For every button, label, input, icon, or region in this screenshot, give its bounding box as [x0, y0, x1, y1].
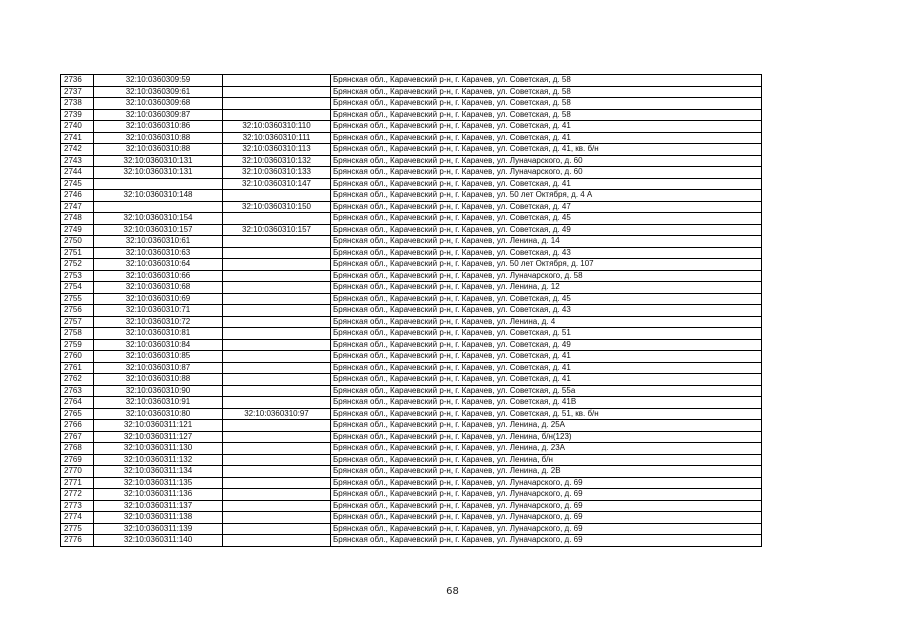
- table-row: [61, 86, 762, 98]
- cadastral-number-cell: 32:10:0360309:59: [94, 75, 223, 87]
- cadastral-number-cell: 32:10:0360310:88: [94, 374, 223, 386]
- row-number-cell: 2763: [61, 385, 94, 397]
- related-cadastral-number-cell: [223, 293, 331, 305]
- table-row: [61, 339, 762, 351]
- row-number-cell: 2776: [61, 535, 94, 547]
- related-cadastral-number-cell: [223, 420, 331, 432]
- address-cell: Брянская обл., Карачевский р-н, г. Карачев, ул. Луначарского, д. 69: [331, 489, 762, 501]
- row-number-cell: 2751: [61, 247, 94, 259]
- related-cadastral-number-cell: [223, 75, 331, 87]
- table-row: [61, 259, 762, 271]
- row-number-cell: 2772: [61, 489, 94, 501]
- row-number-cell: 2774: [61, 512, 94, 524]
- cadastral-number-cell: 32:10:0360311:121: [94, 420, 223, 432]
- row-number-cell: 2762: [61, 374, 94, 386]
- address-cell: Брянская обл., Карачевский р-н, г. Карачев, ул. Советская, д. 58: [331, 98, 762, 110]
- cadastral-number-cell: 32:10:0360310:81: [94, 328, 223, 340]
- address-cell: Брянская обл., Карачевский р-н, г. Карачев, ул. Советская, д. 43: [331, 305, 762, 317]
- table-row: [61, 121, 762, 133]
- cadastral-number-cell: 32:10:0360309:87: [94, 109, 223, 121]
- address-cell: Брянская обл., Карачевский р-н, г. Карачев, ул. Советская, д. 45: [331, 293, 762, 305]
- cadastral-number-cell: 32:10:0360310:61: [94, 236, 223, 248]
- table-row: [61, 397, 762, 409]
- cadastral-number-cell: 32:10:0360311:139: [94, 523, 223, 535]
- address-cell: Брянская обл., Карачевский р-н, г. Карачев, ул. Луначарского, д. 60: [331, 155, 762, 167]
- cadastral-number-cell: 32:10:0360310:71: [94, 305, 223, 317]
- cadastral-number-cell: 32:10:0360311:137: [94, 500, 223, 512]
- address-cell: Брянская обл., Карачевский р-н, г. Карачев, ул. 50 лет Октября, д. 107: [331, 259, 762, 271]
- related-cadastral-number-cell: [223, 362, 331, 374]
- address-cell: Брянская обл., Карачевский р-н, г. Карачев, ул. Советская, д. 49: [331, 339, 762, 351]
- cadastral-number-cell: 32:10:0360310:154: [94, 213, 223, 225]
- row-number-cell: 2768: [61, 443, 94, 455]
- address-cell: Брянская обл., Карачевский р-н, г. Карачев, ул. Ленина, д. 23А: [331, 443, 762, 455]
- row-number-cell: 2769: [61, 454, 94, 466]
- related-cadastral-number-cell: [223, 397, 331, 409]
- cadastral-number-cell: 32:10:0360311:130: [94, 443, 223, 455]
- table-row: [61, 443, 762, 455]
- row-number-cell: 2749: [61, 224, 94, 236]
- related-cadastral-number-cell: [223, 259, 331, 271]
- table-row: [61, 282, 762, 294]
- address-cell: Брянская обл., Карачевский р-н, г. Карачев, ул. Советская, д. 58: [331, 86, 762, 98]
- row-number-cell: 2755: [61, 293, 94, 305]
- related-cadastral-number-cell: [223, 213, 331, 225]
- address-cell: Брянская обл., Карачевский р-н, г. Карачев, ул. Луначарского, д. 60: [331, 167, 762, 179]
- registry-table: [60, 74, 762, 547]
- address-cell: Брянская обл., Карачевский р-н, г. Карачев, ул. Советская, д. 41: [331, 374, 762, 386]
- row-number-cell: 2738: [61, 98, 94, 110]
- table-row: [61, 431, 762, 443]
- row-number-cell: 2767: [61, 431, 94, 443]
- row-number-cell: 2737: [61, 86, 94, 98]
- address-cell: Брянская обл., Карачевский р-н, г. Карачев, ул. Советская, д. 55а: [331, 385, 762, 397]
- address-cell: Брянская обл., Карачевский р-н, г. Карачев, ул. Советская, д. 45: [331, 213, 762, 225]
- table-row: [61, 178, 762, 190]
- address-cell: Брянская обл., Карачевский р-н, г. Карачев, ул. Луначарского, д. 69: [331, 500, 762, 512]
- table-row: [61, 201, 762, 213]
- table-row: [61, 374, 762, 386]
- cadastral-number-cell: 32:10:0360310:148: [94, 190, 223, 202]
- table-row: [61, 305, 762, 317]
- address-cell: Брянская обл., Карачевский р-н, г. Карачев, ул. Советская, д. 43: [331, 247, 762, 259]
- table-row: [61, 98, 762, 110]
- address-cell: Брянская обл., Карачевский р-н, г. Карачев, ул. Ленина, д. 14: [331, 236, 762, 248]
- cadastral-number-cell: 32:10:0360310:131: [94, 167, 223, 179]
- related-cadastral-number-cell: 32:10:0360310:113: [223, 144, 331, 156]
- cadastral-number-cell: 32:10:0360310:63: [94, 247, 223, 259]
- cadastral-number-cell: [94, 178, 223, 190]
- row-number-cell: 2766: [61, 420, 94, 432]
- table-row: [61, 420, 762, 432]
- row-number-cell: 2741: [61, 132, 94, 144]
- related-cadastral-number-cell: [223, 523, 331, 535]
- table-row: [61, 500, 762, 512]
- table-row: [61, 477, 762, 489]
- related-cadastral-number-cell: [223, 109, 331, 121]
- row-number-cell: 2758: [61, 328, 94, 340]
- cadastral-number-cell: 32:10:0360310:86: [94, 121, 223, 133]
- row-number-cell: 2748: [61, 213, 94, 225]
- cadastral-number-cell: 32:10:0360310:87: [94, 362, 223, 374]
- row-number-cell: 2770: [61, 466, 94, 478]
- row-number-cell: 2746: [61, 190, 94, 202]
- cadastral-number-cell: 32:10:0360311:135: [94, 477, 223, 489]
- related-cadastral-number-cell: [223, 316, 331, 328]
- cadastral-number-cell: 32:10:0360310:68: [94, 282, 223, 294]
- address-cell: Брянская обл., Карачевский р-н, г. Карачев, ул. Советская, д. 41, кв. б/н: [331, 144, 762, 156]
- related-cadastral-number-cell: [223, 431, 331, 443]
- address-cell: Брянская обл., Карачевский р-н, г. Карачев, ул. Луначарского, д. 69: [331, 512, 762, 524]
- row-number-cell: 2744: [61, 167, 94, 179]
- cadastral-number-cell: 32:10:0360310:131: [94, 155, 223, 167]
- related-cadastral-number-cell: [223, 385, 331, 397]
- related-cadastral-number-cell: [223, 282, 331, 294]
- cadastral-number-cell: 32:10:0360310:91: [94, 397, 223, 409]
- related-cadastral-number-cell: [223, 512, 331, 524]
- row-number-cell: 2756: [61, 305, 94, 317]
- related-cadastral-number-cell: [223, 339, 331, 351]
- address-cell: Брянская обл., Карачевский р-н, г. Карачев, ул. Луначарского, д. 69: [331, 477, 762, 489]
- registry-table-body: [61, 75, 762, 547]
- cadastral-number-cell: 32:10:0360310:66: [94, 270, 223, 282]
- table-row: [61, 75, 762, 87]
- address-cell: Брянская обл., Карачевский р-н, г. Карачев, ул. Ленина, д. 25А: [331, 420, 762, 432]
- table-row: [61, 213, 762, 225]
- related-cadastral-number-cell: [223, 247, 331, 259]
- cadastral-number-cell: 32:10:0360310:69: [94, 293, 223, 305]
- table-row: [61, 132, 762, 144]
- address-cell: Брянская обл., Карачевский р-н, г. Карачев, ул. Советская, д. 41: [331, 121, 762, 133]
- table-row: [61, 328, 762, 340]
- related-cadastral-number-cell: 32:10:0360310:147: [223, 178, 331, 190]
- row-number-cell: 2750: [61, 236, 94, 248]
- related-cadastral-number-cell: [223, 236, 331, 248]
- address-cell: Брянская обл., Карачевский р-н, г. Карачев, ул. Советская, д. 41: [331, 362, 762, 374]
- related-cadastral-number-cell: [223, 270, 331, 282]
- cadastral-number-cell: [94, 201, 223, 213]
- cadastral-number-cell: 32:10:0360311:132: [94, 454, 223, 466]
- address-cell: Брянская обл., Карачевский р-н, г. Карачев, ул. Советская, д. 58: [331, 75, 762, 87]
- related-cadastral-number-cell: 32:10:0360310:110: [223, 121, 331, 133]
- cadastral-number-cell: 32:10:0360310:80: [94, 408, 223, 420]
- cadastral-number-cell: 32:10:0360310:88: [94, 144, 223, 156]
- cadastral-number-cell: 32:10:0360310:85: [94, 351, 223, 363]
- related-cadastral-number-cell: 32:10:0360310:133: [223, 167, 331, 179]
- row-number-cell: 2742: [61, 144, 94, 156]
- row-number-cell: 2736: [61, 75, 94, 87]
- table-row: [61, 144, 762, 156]
- cadastral-number-cell: 32:10:0360309:61: [94, 86, 223, 98]
- address-cell: Брянская обл., Карачевский р-н, г. Карачев, ул. Советская, д. 51, кв. б/н: [331, 408, 762, 420]
- table-row: [61, 270, 762, 282]
- related-cadastral-number-cell: [223, 500, 331, 512]
- table-row: [61, 512, 762, 524]
- row-number-cell: 2754: [61, 282, 94, 294]
- table-row: [61, 466, 762, 478]
- related-cadastral-number-cell: [223, 489, 331, 501]
- related-cadastral-number-cell: 32:10:0360310:132: [223, 155, 331, 167]
- table-row: [61, 236, 762, 248]
- address-cell: Брянская обл., Карачевский р-н, г. Карачев, ул. Ленина, б/н(123): [331, 431, 762, 443]
- table-row: [61, 408, 762, 420]
- related-cadastral-number-cell: [223, 477, 331, 489]
- row-number-cell: 2771: [61, 477, 94, 489]
- related-cadastral-number-cell: [223, 305, 331, 317]
- row-number-cell: 2743: [61, 155, 94, 167]
- address-cell: Брянская обл., Карачевский р-н, г. Карачев, ул. Ленина, д. 4: [331, 316, 762, 328]
- table-row: [61, 385, 762, 397]
- related-cadastral-number-cell: [223, 454, 331, 466]
- related-cadastral-number-cell: [223, 443, 331, 455]
- row-number-cell: 2775: [61, 523, 94, 535]
- address-cell: Брянская обл., Карачевский р-н, г. Карачев, ул. Советская, д. 41: [331, 178, 762, 190]
- related-cadastral-number-cell: [223, 190, 331, 202]
- row-number-cell: 2752: [61, 259, 94, 271]
- related-cadastral-number-cell: [223, 466, 331, 478]
- related-cadastral-number-cell: [223, 86, 331, 98]
- cadastral-number-cell: 32:10:0360310:88: [94, 132, 223, 144]
- row-number-cell: 2747: [61, 201, 94, 213]
- table-row: [61, 454, 762, 466]
- table-row: [61, 523, 762, 535]
- related-cadastral-number-cell: [223, 351, 331, 363]
- cadastral-number-cell: 32:10:0360310:72: [94, 316, 223, 328]
- address-cell: Брянская обл., Карачевский р-н, г. Карачев, ул. Луначарского, д. 69: [331, 535, 762, 547]
- cadastral-number-cell: 32:10:0360310:84: [94, 339, 223, 351]
- address-cell: Брянская обл., Карачевский р-н, г. Карачев, ул. Советская, д. 41В: [331, 397, 762, 409]
- address-cell: Брянская обл., Карачевский р-н, г. Карачев, ул. Ленина, д. 12: [331, 282, 762, 294]
- table-row: [61, 224, 762, 236]
- row-number-cell: 2764: [61, 397, 94, 409]
- address-cell: Брянская обл., Карачевский р-н, г. Карачев, ул. Советская, д. 58: [331, 109, 762, 121]
- address-cell: Брянская обл., Карачевский р-н, г. Карачев, ул. Ленина, д. 2В: [331, 466, 762, 478]
- table-row: [61, 316, 762, 328]
- table-row: [61, 489, 762, 501]
- table-row: [61, 167, 762, 179]
- table-row: [61, 109, 762, 121]
- row-number-cell: 2761: [61, 362, 94, 374]
- row-number-cell: 2757: [61, 316, 94, 328]
- related-cadastral-number-cell: [223, 374, 331, 386]
- related-cadastral-number-cell: 32:10:0360310:111: [223, 132, 331, 144]
- table-row: [61, 247, 762, 259]
- address-cell: Брянская обл., Карачевский р-н, г. Карачев, ул. Советская, д. 41: [331, 351, 762, 363]
- address-cell: Брянская обл., Карачевский р-н, г. Карачев, ул. Луначарского, д. 69: [331, 523, 762, 535]
- cadastral-number-cell: 32:10:0360309:68: [94, 98, 223, 110]
- address-cell: Брянская обл., Карачевский р-н, г. Карачев, ул. 50 лет Октября, д. 4 А: [331, 190, 762, 202]
- related-cadastral-number-cell: 32:10:0360310:97: [223, 408, 331, 420]
- cadastral-number-cell: 32:10:0360310:90: [94, 385, 223, 397]
- related-cadastral-number-cell: 32:10:0360310:150: [223, 201, 331, 213]
- row-number-cell: 2739: [61, 109, 94, 121]
- related-cadastral-number-cell: 32:10:0360310:157: [223, 224, 331, 236]
- address-cell: Брянская обл., Карачевский р-н, г. Карачев, ул. Советская, д. 41: [331, 132, 762, 144]
- cadastral-number-cell: 32:10:0360311:138: [94, 512, 223, 524]
- table-row: [61, 155, 762, 167]
- row-number-cell: 2740: [61, 121, 94, 133]
- address-cell: Брянская обл., Карачевский р-н, г. Карачев, ул. Советская, д. 47: [331, 201, 762, 213]
- address-cell: Брянская обл., Карачевский р-н, г. Карачев, ул. Советская, д. 49: [331, 224, 762, 236]
- cadastral-number-cell: 32:10:0360311:140: [94, 535, 223, 547]
- table-row: [61, 351, 762, 363]
- table-row: [61, 535, 762, 547]
- cadastral-number-cell: 32:10:0360311:136: [94, 489, 223, 501]
- table-row: [61, 293, 762, 305]
- cadastral-number-cell: 32:10:0360311:127: [94, 431, 223, 443]
- address-cell: Брянская обл., Карачевский р-н, г. Карачев, ул. Советская, д. 51: [331, 328, 762, 340]
- row-number-cell: 2765: [61, 408, 94, 420]
- address-cell: Брянская обл., Карачевский р-н, г. Карачев, ул. Луначарского, д. 58: [331, 270, 762, 282]
- row-number-cell: 2773: [61, 500, 94, 512]
- row-number-cell: 2753: [61, 270, 94, 282]
- cadastral-number-cell: 32:10:0360311:134: [94, 466, 223, 478]
- row-number-cell: 2745: [61, 178, 94, 190]
- related-cadastral-number-cell: [223, 98, 331, 110]
- row-number-cell: 2760: [61, 351, 94, 363]
- page-number: 68: [446, 586, 459, 597]
- table-row: [61, 362, 762, 374]
- related-cadastral-number-cell: [223, 535, 331, 547]
- address-cell: Брянская обл., Карачевский р-н, г. Карачев, ул. Ленина, б/н: [331, 454, 762, 466]
- table-row: [61, 190, 762, 202]
- row-number-cell: 2759: [61, 339, 94, 351]
- related-cadastral-number-cell: [223, 328, 331, 340]
- cadastral-number-cell: 32:10:0360310:64: [94, 259, 223, 271]
- cadastral-number-cell: 32:10:0360310:157: [94, 224, 223, 236]
